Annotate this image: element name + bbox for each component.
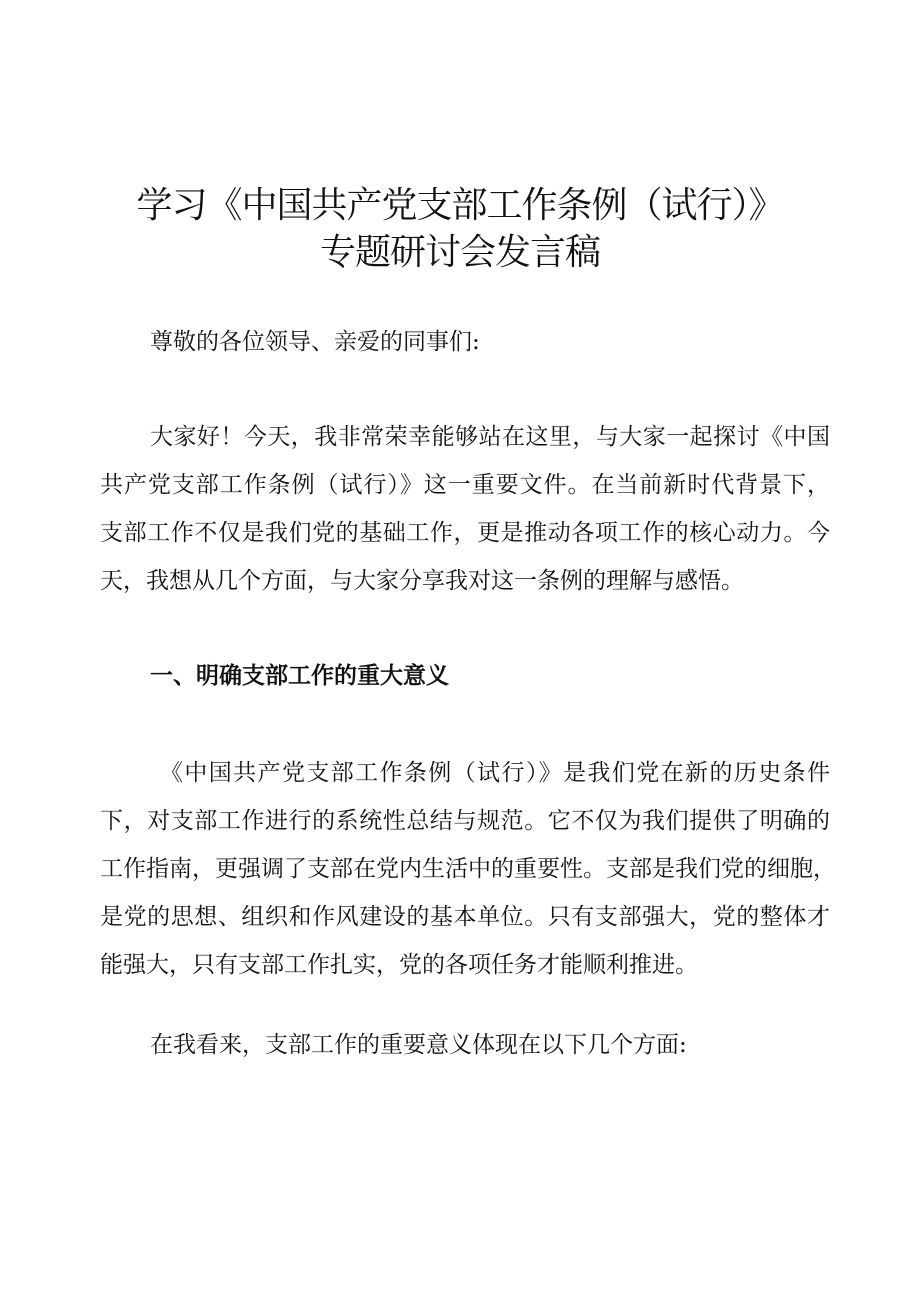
paragraph-1-line-3: 支部工作不仅是我们党的基础工作，更是推动各项工作的核心动力。今	[100, 520, 830, 546]
paragraph-2-line-1: 《中国共产党支部工作条例（试行）》是我们党在新的历史条件	[160, 760, 830, 786]
document-title-line-2: 专题研讨会发言稿	[319, 232, 600, 273]
paragraph-2-line-5: 能强大，只有支部工作扎实，党的各项任务才能顺利推进。	[100, 952, 698, 978]
paragraph-1-line-2: 共产党支部工作条例（试行）》这一重要文件。在当前新时代背景下，	[100, 472, 830, 498]
greeting: 尊敬的各位领导、亲爱的同事们:	[150, 329, 480, 355]
paragraph-2-line-3: 工作指南，更强调了支部在党内生活中的重要性。支部是我们党的细胞，	[100, 856, 836, 882]
paragraph-2-line-4: 是党的思想、组织和作风建设的基本单位。只有支部强大，党的整体才	[100, 904, 830, 930]
section-1-heading: 一、明确支部工作的重大意义	[150, 663, 449, 689]
document-title-line-1: 学习《中国共产党支部工作条例（试行）》	[136, 185, 784, 226]
paragraph-3: 在我看来，支部工作的重要意义体现在以下几个方面:	[150, 1032, 687, 1058]
paragraph-1-line-1: 大家好！今天，我非常荣幸能够站在这里，与大家一起探讨《中国	[150, 424, 830, 450]
paragraph-1-line-4: 天，我想从几个方面，与大家分享我对这一条例的理解与感悟。	[100, 568, 744, 594]
paragraph-2-line-2: 下，对支部工作进行的系统性总结与规范。它不仅为我们提供了明确的	[100, 808, 830, 834]
